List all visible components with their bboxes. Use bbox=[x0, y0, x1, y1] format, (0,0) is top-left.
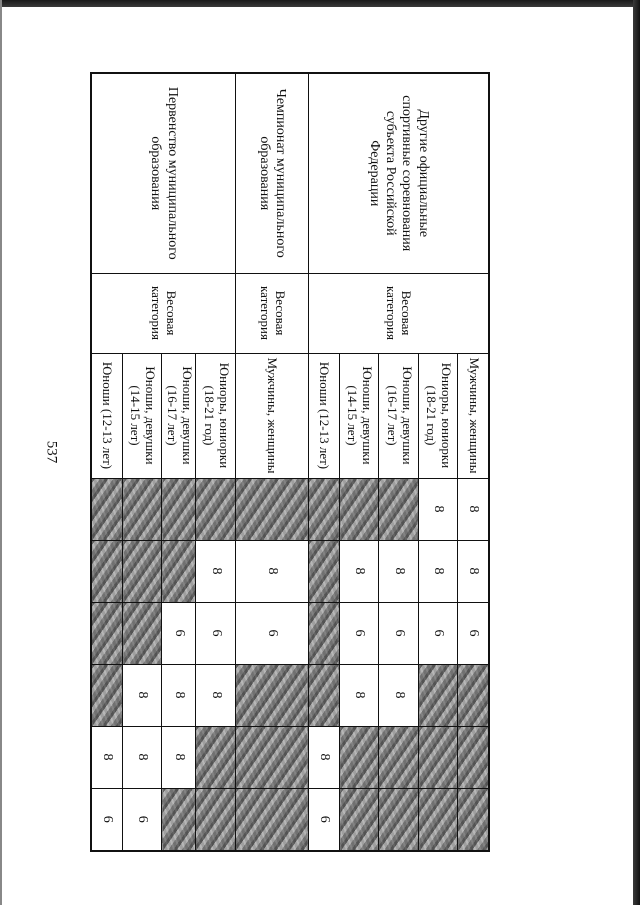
value-cell: 6 bbox=[458, 602, 489, 664]
age-group: Юниоры, юниорки (18-21 год) bbox=[418, 353, 458, 478]
shaded-cell bbox=[162, 540, 196, 602]
shaded-cell bbox=[458, 664, 489, 726]
shaded-cell bbox=[196, 726, 236, 788]
value-cell: 8 bbox=[458, 540, 489, 602]
shaded-cell bbox=[122, 602, 162, 664]
shaded-cell bbox=[379, 788, 419, 851]
competition-table bbox=[90, 72, 490, 852]
value-cell: 8 bbox=[235, 540, 308, 602]
page-number: 537 bbox=[43, 440, 60, 464]
competition-name: Чемпионат муниципального образования bbox=[235, 73, 308, 273]
value-cell: 6 bbox=[339, 602, 379, 664]
age-group: Юноши (12-13 лет) bbox=[308, 353, 339, 478]
category-label: Весовая категория bbox=[308, 273, 489, 353]
shaded-cell bbox=[91, 664, 122, 726]
value-cell: 8 bbox=[122, 726, 162, 788]
shaded-cell bbox=[162, 478, 196, 540]
shaded-cell bbox=[339, 788, 379, 851]
table-stage bbox=[90, 72, 490, 850]
shaded-cell bbox=[235, 726, 308, 788]
rotated-table-wrapper bbox=[90, 72, 490, 850]
age-group: Юноши, девушки (14-15 лет) bbox=[339, 353, 379, 478]
age-group: Юноши, девушки (16-17 лет) bbox=[162, 353, 196, 478]
scan-border-top bbox=[0, 0, 640, 7]
value-cell: 8 bbox=[418, 540, 458, 602]
category-label: Весовая категория bbox=[91, 273, 235, 353]
shaded-cell bbox=[91, 540, 122, 602]
value-cell: 6 bbox=[162, 602, 196, 664]
value-cell: 8 bbox=[458, 478, 489, 540]
value-cell: 8 bbox=[162, 664, 196, 726]
value-cell: 6 bbox=[122, 788, 162, 851]
value-cell: 8 bbox=[379, 540, 419, 602]
competition-name: Другие официальные спортивные соревнования субъекта Российской Федерации bbox=[308, 73, 489, 273]
shaded-cell bbox=[91, 602, 122, 664]
scan-border-left bbox=[0, 0, 2, 905]
shaded-cell bbox=[122, 540, 162, 602]
value-cell: 6 bbox=[91, 788, 122, 851]
value-cell: 8 bbox=[339, 664, 379, 726]
age-group: Мужчины, женщины bbox=[458, 353, 489, 478]
value-cell: 6 bbox=[379, 602, 419, 664]
age-group: Юноши (12-13 лет) bbox=[91, 353, 122, 478]
shaded-cell bbox=[418, 726, 458, 788]
shaded-cell bbox=[122, 478, 162, 540]
age-group: Юноши, девушки (14-15 лет) bbox=[122, 353, 162, 478]
table-row bbox=[235, 73, 308, 851]
shaded-cell bbox=[339, 478, 379, 540]
shaded-cell bbox=[308, 602, 339, 664]
shaded-cell bbox=[339, 726, 379, 788]
value-cell: 8 bbox=[418, 478, 458, 540]
shaded-cell bbox=[235, 478, 308, 540]
shaded-cell bbox=[162, 788, 196, 851]
value-cell: 8 bbox=[196, 664, 236, 726]
value-cell: 6 bbox=[196, 602, 236, 664]
shaded-cell bbox=[235, 788, 308, 851]
shaded-cell bbox=[308, 664, 339, 726]
value-cell: 8 bbox=[122, 664, 162, 726]
shaded-cell bbox=[458, 726, 489, 788]
value-cell: 6 bbox=[308, 788, 339, 851]
shaded-cell bbox=[196, 788, 236, 851]
scan-border-right bbox=[633, 0, 640, 905]
shaded-cell bbox=[379, 726, 419, 788]
value-cell: 8 bbox=[339, 540, 379, 602]
table-body bbox=[91, 73, 489, 851]
shaded-cell bbox=[308, 478, 339, 540]
value-cell: 8 bbox=[162, 726, 196, 788]
age-group: Мужчины, женщины bbox=[235, 353, 308, 478]
shaded-cell bbox=[235, 664, 308, 726]
age-group: Юноши, девушки (16-17 лет) bbox=[379, 353, 419, 478]
shaded-cell bbox=[308, 540, 339, 602]
shaded-cell bbox=[418, 664, 458, 726]
value-cell: 8 bbox=[196, 540, 236, 602]
value-cell: 6 bbox=[418, 602, 458, 664]
shaded-cell bbox=[458, 788, 489, 851]
shaded-cell bbox=[418, 788, 458, 851]
value-cell: 6 bbox=[235, 602, 308, 664]
age-group: Юниоры, юниорки (18-21 год) bbox=[196, 353, 236, 478]
table-row bbox=[458, 73, 489, 851]
category-label: Весовая категория bbox=[235, 273, 308, 353]
shaded-cell bbox=[196, 478, 236, 540]
shaded-cell bbox=[379, 478, 419, 540]
competition-name: Первенство муниципального образования bbox=[91, 73, 235, 273]
value-cell: 8 bbox=[308, 726, 339, 788]
table-row bbox=[196, 73, 236, 851]
value-cell: 8 bbox=[379, 664, 419, 726]
value-cell: 8 bbox=[91, 726, 122, 788]
shaded-cell bbox=[91, 478, 122, 540]
